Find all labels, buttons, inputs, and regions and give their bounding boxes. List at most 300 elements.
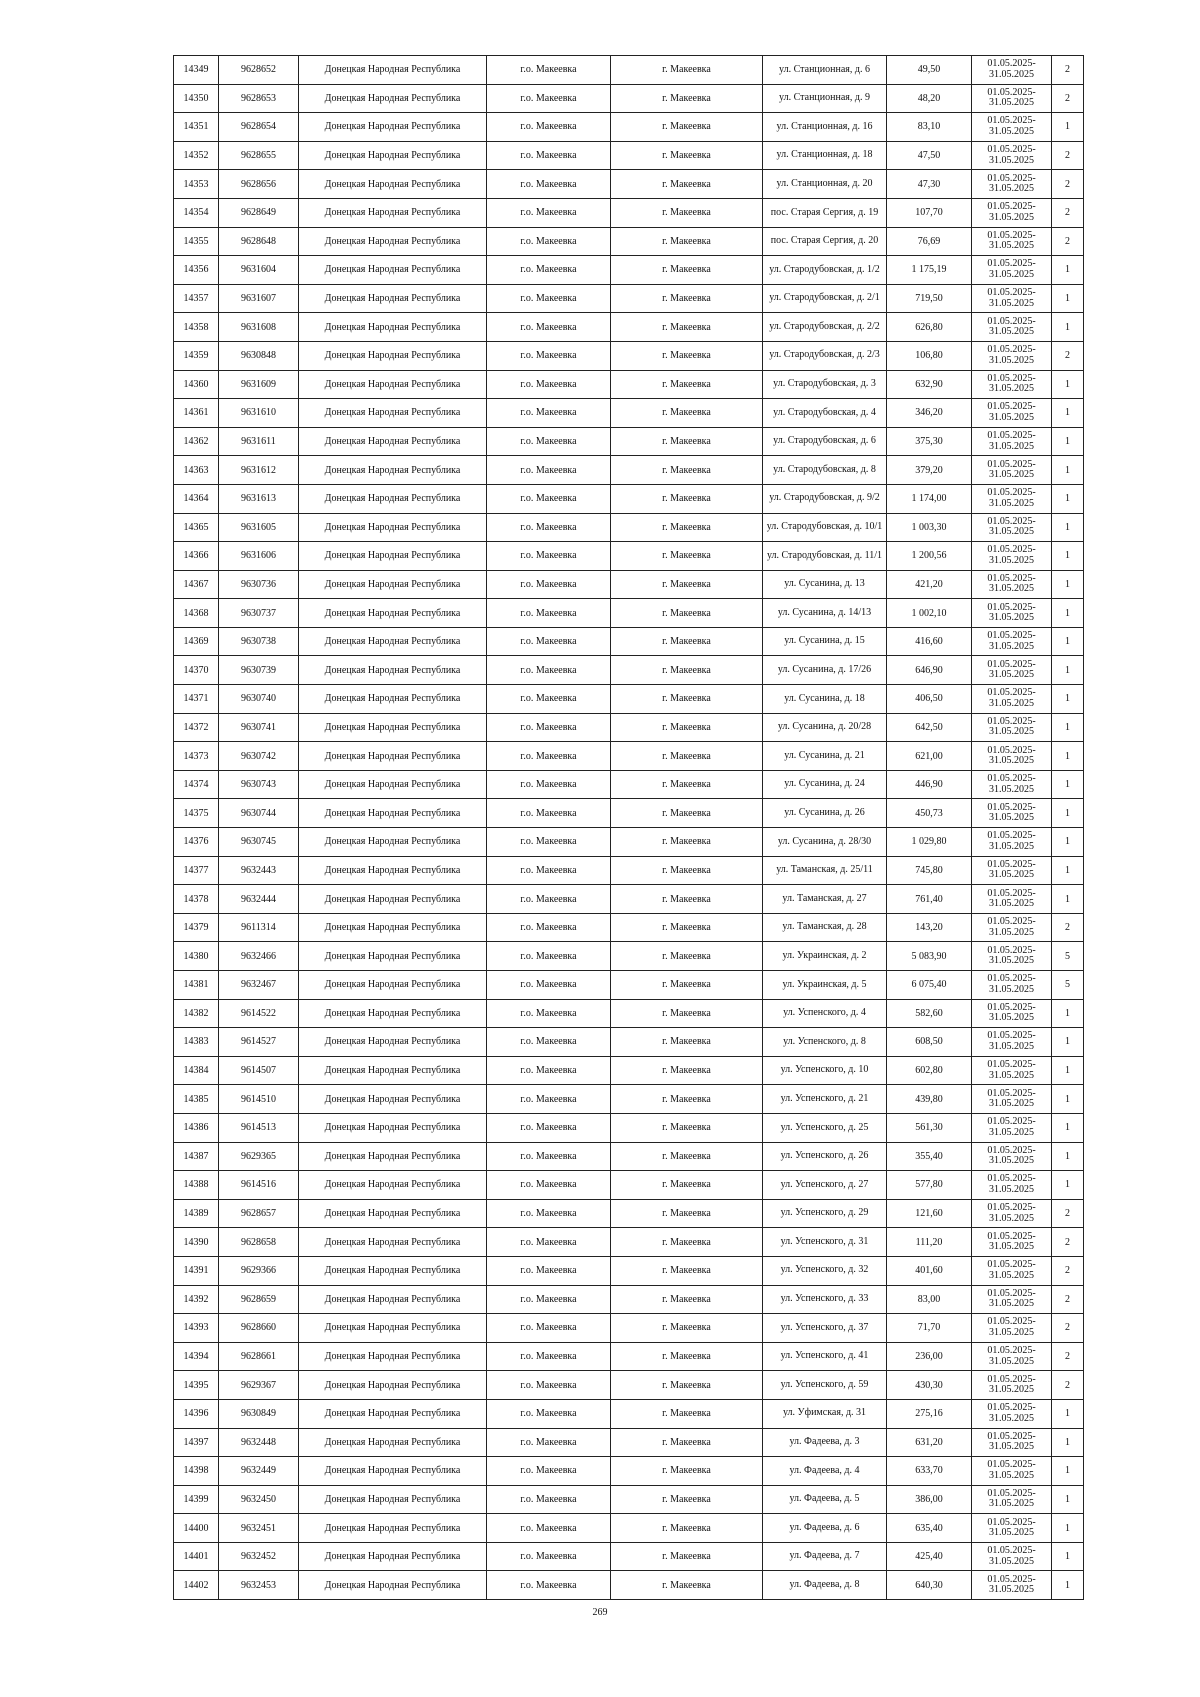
cell-category: 1 bbox=[1052, 399, 1084, 428]
table-row bbox=[174, 856, 1084, 885]
cell-municipality: г.о. Макеевка bbox=[487, 84, 611, 113]
cell-row-number: 14391 bbox=[174, 1256, 219, 1285]
cell-city: г. Макеевка bbox=[611, 542, 763, 571]
cell-address: ул. Сусанина, д. 28/30 bbox=[763, 828, 887, 857]
cell-object-code: 9631609 bbox=[219, 370, 299, 399]
cell-period: 01.05.2025-31.05.2025 bbox=[972, 1542, 1052, 1571]
cell-row-number: 14364 bbox=[174, 484, 219, 513]
cell-period: 01.05.2025-31.05.2025 bbox=[972, 627, 1052, 656]
cell-row-number: 14390 bbox=[174, 1228, 219, 1257]
cell-row-number: 14350 bbox=[174, 84, 219, 113]
cell-area: 421,20 bbox=[887, 570, 972, 599]
cell-region: Донецкая Народная Республика bbox=[299, 1457, 487, 1486]
cell-object-code: 9632450 bbox=[219, 1485, 299, 1514]
cell-municipality: г.о. Макеевка bbox=[487, 399, 611, 428]
cell-object-code: 9628654 bbox=[219, 113, 299, 142]
cell-area: 275,16 bbox=[887, 1399, 972, 1428]
cell-object-code: 9614513 bbox=[219, 1113, 299, 1142]
cell-city: г. Макеевка bbox=[611, 256, 763, 285]
cell-category: 1 bbox=[1052, 513, 1084, 542]
table-row bbox=[174, 913, 1084, 942]
cell-area: 582,60 bbox=[887, 999, 972, 1028]
cell-municipality: г.о. Макеевка bbox=[487, 1056, 611, 1085]
cell-area: 401,60 bbox=[887, 1256, 972, 1285]
cell-region: Донецкая Народная Республика bbox=[299, 627, 487, 656]
cell-municipality: г.о. Макеевка bbox=[487, 999, 611, 1028]
cell-region: Донецкая Народная Республика bbox=[299, 999, 487, 1028]
cell-object-code: 9629367 bbox=[219, 1371, 299, 1400]
cell-period: 01.05.2025-31.05.2025 bbox=[972, 456, 1052, 485]
cell-region: Донецкая Народная Республика bbox=[299, 370, 487, 399]
cell-area: 640,30 bbox=[887, 1571, 972, 1600]
table-row bbox=[174, 484, 1084, 513]
cell-municipality: г.о. Макеевка bbox=[487, 770, 611, 799]
cell-area: 386,00 bbox=[887, 1485, 972, 1514]
cell-municipality: г.о. Макеевка bbox=[487, 1542, 611, 1571]
cell-region: Донецкая Народная Республика bbox=[299, 656, 487, 685]
cell-city: г. Макеевка bbox=[611, 685, 763, 714]
cell-city: г. Макеевка bbox=[611, 1314, 763, 1343]
cell-row-number: 14361 bbox=[174, 399, 219, 428]
cell-address: ул. Сусанина, д. 18 bbox=[763, 685, 887, 714]
table-row bbox=[174, 198, 1084, 227]
cell-object-code: 9630738 bbox=[219, 627, 299, 656]
cell-area: 608,50 bbox=[887, 1028, 972, 1057]
table-row bbox=[174, 427, 1084, 456]
cell-city: г. Макеевка bbox=[611, 227, 763, 256]
cell-region: Донецкая Народная Республика bbox=[299, 942, 487, 971]
cell-address: ул. Станционная, д. 9 bbox=[763, 84, 887, 113]
cell-row-number: 14377 bbox=[174, 856, 219, 885]
cell-municipality: г.о. Макеевка bbox=[487, 1485, 611, 1514]
cell-category: 1 bbox=[1052, 570, 1084, 599]
cell-row-number: 14399 bbox=[174, 1485, 219, 1514]
cell-city: г. Макеевка bbox=[611, 1371, 763, 1400]
cell-category: 1 bbox=[1052, 742, 1084, 771]
cell-region: Донецкая Народная Республика bbox=[299, 742, 487, 771]
cell-address: ул. Успенского, д. 32 bbox=[763, 1256, 887, 1285]
cell-period: 01.05.2025-31.05.2025 bbox=[972, 1256, 1052, 1285]
cell-row-number: 14394 bbox=[174, 1342, 219, 1371]
cell-area: 236,00 bbox=[887, 1342, 972, 1371]
cell-object-code: 9631613 bbox=[219, 484, 299, 513]
cell-area: 49,50 bbox=[887, 56, 972, 85]
cell-city: г. Макеевка bbox=[611, 599, 763, 628]
cell-region: Донецкая Народная Республика bbox=[299, 971, 487, 1000]
cell-region: Донецкая Народная Республика bbox=[299, 856, 487, 885]
cell-row-number: 14371 bbox=[174, 685, 219, 714]
cell-period: 01.05.2025-31.05.2025 bbox=[972, 141, 1052, 170]
cell-area: 646,90 bbox=[887, 656, 972, 685]
cell-city: г. Макеевка bbox=[611, 56, 763, 85]
cell-area: 446,90 bbox=[887, 770, 972, 799]
cell-area: 346,20 bbox=[887, 399, 972, 428]
cell-area: 761,40 bbox=[887, 885, 972, 914]
cell-period: 01.05.2025-31.05.2025 bbox=[972, 1285, 1052, 1314]
table-row bbox=[174, 742, 1084, 771]
cell-address: ул. Стародубовская, д. 9/2 bbox=[763, 484, 887, 513]
cell-area: 621,00 bbox=[887, 742, 972, 771]
cell-category: 1 bbox=[1052, 1428, 1084, 1457]
cell-region: Донецкая Народная Республика bbox=[299, 570, 487, 599]
cell-city: г. Макеевка bbox=[611, 1457, 763, 1486]
cell-object-code: 9630742 bbox=[219, 742, 299, 771]
cell-period: 01.05.2025-31.05.2025 bbox=[972, 971, 1052, 1000]
cell-area: 416,60 bbox=[887, 627, 972, 656]
cell-region: Донецкая Народная Республика bbox=[299, 713, 487, 742]
cell-municipality: г.о. Макеевка bbox=[487, 856, 611, 885]
cell-object-code: 9630740 bbox=[219, 685, 299, 714]
cell-address: ул. Станционная, д. 6 bbox=[763, 56, 887, 85]
cell-period: 01.05.2025-31.05.2025 bbox=[972, 1342, 1052, 1371]
cell-area: 143,20 bbox=[887, 913, 972, 942]
cell-address: ул. Стародубовская, д. 11/1 bbox=[763, 542, 887, 571]
cell-city: г. Макеевка bbox=[611, 1142, 763, 1171]
cell-period: 01.05.2025-31.05.2025 bbox=[972, 885, 1052, 914]
cell-city: г. Макеевка bbox=[611, 1542, 763, 1571]
cell-city: г. Макеевка bbox=[611, 284, 763, 313]
cell-region: Донецкая Народная Республика bbox=[299, 56, 487, 85]
cell-region: Донецкая Народная Республика bbox=[299, 1199, 487, 1228]
cell-region: Донецкая Народная Республика bbox=[299, 1256, 487, 1285]
cell-row-number: 14400 bbox=[174, 1514, 219, 1543]
cell-region: Донецкая Народная Республика bbox=[299, 1171, 487, 1200]
cell-city: г. Макеевка bbox=[611, 1228, 763, 1257]
table-row bbox=[174, 284, 1084, 313]
table-row bbox=[174, 599, 1084, 628]
cell-object-code: 9630737 bbox=[219, 599, 299, 628]
cell-city: г. Макеевка bbox=[611, 656, 763, 685]
cell-area: 1 002,10 bbox=[887, 599, 972, 628]
cell-row-number: 14374 bbox=[174, 770, 219, 799]
cell-city: г. Макеевка bbox=[611, 1428, 763, 1457]
cell-category: 1 bbox=[1052, 1085, 1084, 1114]
cell-area: 602,80 bbox=[887, 1056, 972, 1085]
cell-row-number: 14378 bbox=[174, 885, 219, 914]
cell-address: ул. Станционная, д. 16 bbox=[763, 113, 887, 142]
cell-row-number: 14376 bbox=[174, 828, 219, 857]
cell-city: г. Макеевка bbox=[611, 370, 763, 399]
cell-region: Донецкая Народная Республика bbox=[299, 1342, 487, 1371]
table-row bbox=[174, 1085, 1084, 1114]
cell-region: Донецкая Народная Республика bbox=[299, 1542, 487, 1571]
cell-address: ул. Украинская, д. 5 bbox=[763, 971, 887, 1000]
cell-area: 1 029,80 bbox=[887, 828, 972, 857]
table-row bbox=[174, 1371, 1084, 1400]
cell-area: 76,69 bbox=[887, 227, 972, 256]
cell-region: Донецкая Народная Республика bbox=[299, 599, 487, 628]
cell-object-code: 9614510 bbox=[219, 1085, 299, 1114]
cell-city: г. Макеевка bbox=[611, 1028, 763, 1057]
cell-area: 111,20 bbox=[887, 1228, 972, 1257]
page-number: 269 bbox=[592, 1607, 608, 1618]
cell-area: 1 174,00 bbox=[887, 484, 972, 513]
cell-area: 632,90 bbox=[887, 370, 972, 399]
cell-address: ул. Сусанина, д. 20/28 bbox=[763, 713, 887, 742]
cell-area: 83,00 bbox=[887, 1285, 972, 1314]
cell-row-number: 14389 bbox=[174, 1199, 219, 1228]
cell-municipality: г.о. Макеевка bbox=[487, 370, 611, 399]
cell-region: Донецкая Народная Республика bbox=[299, 198, 487, 227]
cell-area: 107,70 bbox=[887, 198, 972, 227]
cell-city: г. Макеевка bbox=[611, 742, 763, 771]
cell-region: Донецкая Народная Республика bbox=[299, 799, 487, 828]
cell-region: Донецкая Народная Республика bbox=[299, 1514, 487, 1543]
cell-address: ул. Украинская, д. 2 bbox=[763, 942, 887, 971]
cell-region: Донецкая Народная Республика bbox=[299, 284, 487, 313]
cell-row-number: 14393 bbox=[174, 1314, 219, 1343]
cell-area: 71,70 bbox=[887, 1314, 972, 1343]
table-row bbox=[174, 627, 1084, 656]
cell-object-code: 9614522 bbox=[219, 999, 299, 1028]
cell-row-number: 14352 bbox=[174, 141, 219, 170]
cell-period: 01.05.2025-31.05.2025 bbox=[972, 513, 1052, 542]
cell-address: ул. Успенского, д. 21 bbox=[763, 1085, 887, 1114]
cell-period: 01.05.2025-31.05.2025 bbox=[972, 170, 1052, 199]
cell-city: г. Макеевка bbox=[611, 770, 763, 799]
cell-municipality: г.о. Макеевка bbox=[487, 1571, 611, 1600]
cell-region: Донецкая Народная Республика bbox=[299, 542, 487, 571]
cell-address: ул. Стародубовская, д. 6 bbox=[763, 427, 887, 456]
cell-category: 1 bbox=[1052, 1056, 1084, 1085]
cell-address: ул. Сусанина, д. 21 bbox=[763, 742, 887, 771]
cell-period: 01.05.2025-31.05.2025 bbox=[972, 1314, 1052, 1343]
cell-city: г. Макеевка bbox=[611, 856, 763, 885]
cell-period: 01.05.2025-31.05.2025 bbox=[972, 284, 1052, 313]
cell-object-code: 9630741 bbox=[219, 713, 299, 742]
cell-municipality: г.о. Макеевка bbox=[487, 1371, 611, 1400]
cell-object-code: 9614507 bbox=[219, 1056, 299, 1085]
cell-category: 1 bbox=[1052, 828, 1084, 857]
cell-category: 1 bbox=[1052, 284, 1084, 313]
cell-category: 1 bbox=[1052, 856, 1084, 885]
table-row bbox=[174, 1314, 1084, 1343]
cell-object-code: 9632467 bbox=[219, 971, 299, 1000]
cell-municipality: г.о. Макеевка bbox=[487, 971, 611, 1000]
cell-region: Донецкая Народная Республика bbox=[299, 1285, 487, 1314]
cell-row-number: 14360 bbox=[174, 370, 219, 399]
cell-area: 48,20 bbox=[887, 84, 972, 113]
cell-object-code: 9628655 bbox=[219, 141, 299, 170]
cell-area: 439,80 bbox=[887, 1085, 972, 1114]
cell-region: Донецкая Народная Республика bbox=[299, 1142, 487, 1171]
cell-address: ул. Фадеева, д. 7 bbox=[763, 1542, 887, 1571]
table-row bbox=[174, 370, 1084, 399]
cell-category: 1 bbox=[1052, 484, 1084, 513]
cell-category: 2 bbox=[1052, 913, 1084, 942]
cell-area: 642,50 bbox=[887, 713, 972, 742]
cell-address: ул. Станционная, д. 18 bbox=[763, 141, 887, 170]
cell-area: 5 083,90 bbox=[887, 942, 972, 971]
cell-period: 01.05.2025-31.05.2025 bbox=[972, 256, 1052, 285]
cell-category: 1 bbox=[1052, 770, 1084, 799]
cell-object-code: 9628659 bbox=[219, 1285, 299, 1314]
table-row bbox=[174, 713, 1084, 742]
cell-municipality: г.о. Макеевка bbox=[487, 484, 611, 513]
cell-period: 01.05.2025-31.05.2025 bbox=[972, 542, 1052, 571]
cell-city: г. Макеевка bbox=[611, 484, 763, 513]
cell-row-number: 14357 bbox=[174, 284, 219, 313]
cell-period: 01.05.2025-31.05.2025 bbox=[972, 370, 1052, 399]
cell-category: 2 bbox=[1052, 227, 1084, 256]
cell-category: 1 bbox=[1052, 885, 1084, 914]
table-row bbox=[174, 513, 1084, 542]
cell-address: ул. Таманская, д. 27 bbox=[763, 885, 887, 914]
cell-region: Донецкая Народная Республика bbox=[299, 341, 487, 370]
cell-address: ул. Сусанина, д. 17/26 bbox=[763, 656, 887, 685]
cell-municipality: г.о. Макеевка bbox=[487, 141, 611, 170]
cell-row-number: 14367 bbox=[174, 570, 219, 599]
cell-period: 01.05.2025-31.05.2025 bbox=[972, 713, 1052, 742]
cell-period: 01.05.2025-31.05.2025 bbox=[972, 1199, 1052, 1228]
table-row bbox=[174, 971, 1084, 1000]
cell-municipality: г.о. Макеевка bbox=[487, 513, 611, 542]
cell-city: г. Макеевка bbox=[611, 1085, 763, 1114]
cell-period: 01.05.2025-31.05.2025 bbox=[972, 1571, 1052, 1600]
cell-region: Донецкая Народная Республика bbox=[299, 1371, 487, 1400]
cell-category: 5 bbox=[1052, 971, 1084, 1000]
cell-area: 47,30 bbox=[887, 170, 972, 199]
cell-row-number: 14375 bbox=[174, 799, 219, 828]
cell-category: 2 bbox=[1052, 56, 1084, 85]
cell-address: ул. Сусанина, д. 24 bbox=[763, 770, 887, 799]
cell-category: 2 bbox=[1052, 170, 1084, 199]
cell-period: 01.05.2025-31.05.2025 bbox=[972, 399, 1052, 428]
table-row bbox=[174, 113, 1084, 142]
cell-city: г. Макеевка bbox=[611, 971, 763, 1000]
cell-address: ул. Стародубовская, д. 1/2 bbox=[763, 256, 887, 285]
table-body bbox=[174, 56, 1084, 1600]
cell-area: 430,30 bbox=[887, 1371, 972, 1400]
cell-row-number: 14365 bbox=[174, 513, 219, 542]
cell-object-code: 9632451 bbox=[219, 1514, 299, 1543]
cell-object-code: 9632452 bbox=[219, 1542, 299, 1571]
cell-row-number: 14395 bbox=[174, 1371, 219, 1400]
cell-category: 1 bbox=[1052, 1113, 1084, 1142]
cell-address: ул. Станционная, д. 20 bbox=[763, 170, 887, 199]
cell-object-code: 9631605 bbox=[219, 513, 299, 542]
cell-row-number: 14379 bbox=[174, 913, 219, 942]
cell-category: 2 bbox=[1052, 1199, 1084, 1228]
cell-object-code: 9630739 bbox=[219, 656, 299, 685]
table-row bbox=[174, 685, 1084, 714]
table-row bbox=[174, 399, 1084, 428]
cell-area: 450,73 bbox=[887, 799, 972, 828]
cell-city: г. Макеевка bbox=[611, 313, 763, 342]
cell-category: 1 bbox=[1052, 113, 1084, 142]
cell-address: ул. Успенского, д. 33 bbox=[763, 1285, 887, 1314]
cell-row-number: 14366 bbox=[174, 542, 219, 571]
cell-object-code: 9631608 bbox=[219, 313, 299, 342]
cell-object-code: 9630743 bbox=[219, 770, 299, 799]
cell-object-code: 9628652 bbox=[219, 56, 299, 85]
cell-area: 406,50 bbox=[887, 685, 972, 714]
cell-area: 577,80 bbox=[887, 1171, 972, 1200]
cell-municipality: г.о. Макеевка bbox=[487, 170, 611, 199]
table-row bbox=[174, 799, 1084, 828]
cell-row-number: 14349 bbox=[174, 56, 219, 85]
cell-city: г. Макеевка bbox=[611, 799, 763, 828]
cell-period: 01.05.2025-31.05.2025 bbox=[972, 427, 1052, 456]
cell-city: г. Макеевка bbox=[611, 713, 763, 742]
cell-address: ул. Успенского, д. 25 bbox=[763, 1113, 887, 1142]
cell-region: Донецкая Народная Республика bbox=[299, 227, 487, 256]
cell-object-code: 9614527 bbox=[219, 1028, 299, 1057]
cell-category: 1 bbox=[1052, 1028, 1084, 1057]
cell-category: 2 bbox=[1052, 1314, 1084, 1343]
cell-period: 01.05.2025-31.05.2025 bbox=[972, 999, 1052, 1028]
cell-period: 01.05.2025-31.05.2025 bbox=[972, 1028, 1052, 1057]
cell-row-number: 14358 bbox=[174, 313, 219, 342]
table-row bbox=[174, 1485, 1084, 1514]
cell-period: 01.05.2025-31.05.2025 bbox=[972, 1428, 1052, 1457]
cell-row-number: 14359 bbox=[174, 341, 219, 370]
cell-municipality: г.о. Макеевка bbox=[487, 1256, 611, 1285]
cell-municipality: г.о. Макеевка bbox=[487, 227, 611, 256]
cell-row-number: 14381 bbox=[174, 971, 219, 1000]
cell-period: 01.05.2025-31.05.2025 bbox=[972, 685, 1052, 714]
table-row bbox=[174, 1399, 1084, 1428]
cell-region: Донецкая Народная Республика bbox=[299, 913, 487, 942]
table-row bbox=[174, 1542, 1084, 1571]
data-table bbox=[173, 55, 1084, 1600]
cell-category: 1 bbox=[1052, 256, 1084, 285]
cell-row-number: 14385 bbox=[174, 1085, 219, 1114]
cell-city: г. Макеевка bbox=[611, 627, 763, 656]
cell-row-number: 14356 bbox=[174, 256, 219, 285]
cell-object-code: 9631612 bbox=[219, 456, 299, 485]
cell-period: 01.05.2025-31.05.2025 bbox=[972, 913, 1052, 942]
cell-city: г. Макеевка bbox=[611, 1514, 763, 1543]
cell-municipality: г.о. Макеевка bbox=[487, 685, 611, 714]
cell-category: 1 bbox=[1052, 1142, 1084, 1171]
cell-municipality: г.о. Макеевка bbox=[487, 1285, 611, 1314]
cell-period: 01.05.2025-31.05.2025 bbox=[972, 1056, 1052, 1085]
table-row bbox=[174, 1571, 1084, 1600]
cell-city: г. Макеевка bbox=[611, 513, 763, 542]
cell-city: г. Макеевка bbox=[611, 1113, 763, 1142]
cell-municipality: г.о. Макеевка bbox=[487, 456, 611, 485]
cell-region: Донецкая Народная Республика bbox=[299, 113, 487, 142]
cell-period: 01.05.2025-31.05.2025 bbox=[972, 56, 1052, 85]
cell-area: 47,50 bbox=[887, 141, 972, 170]
table-row bbox=[174, 570, 1084, 599]
cell-period: 01.05.2025-31.05.2025 bbox=[972, 1171, 1052, 1200]
cell-row-number: 14397 bbox=[174, 1428, 219, 1457]
cell-area: 1 003,30 bbox=[887, 513, 972, 542]
cell-area: 626,80 bbox=[887, 313, 972, 342]
cell-address: ул. Стародубовская, д. 8 bbox=[763, 456, 887, 485]
cell-region: Донецкая Народная Республика bbox=[299, 170, 487, 199]
cell-row-number: 14354 bbox=[174, 198, 219, 227]
cell-address: ул. Стародубовская, д. 10/1 bbox=[763, 513, 887, 542]
cell-city: г. Макеевка bbox=[611, 113, 763, 142]
cell-category: 1 bbox=[1052, 999, 1084, 1028]
cell-municipality: г.о. Макеевка bbox=[487, 1399, 611, 1428]
cell-region: Донецкая Народная Республика bbox=[299, 256, 487, 285]
cell-area: 375,30 bbox=[887, 427, 972, 456]
cell-category: 1 bbox=[1052, 370, 1084, 399]
cell-row-number: 14353 bbox=[174, 170, 219, 199]
cell-category: 1 bbox=[1052, 627, 1084, 656]
cell-region: Донецкая Народная Республика bbox=[299, 1228, 487, 1257]
cell-period: 01.05.2025-31.05.2025 bbox=[972, 570, 1052, 599]
cell-object-code: 9628649 bbox=[219, 198, 299, 227]
cell-period: 01.05.2025-31.05.2025 bbox=[972, 742, 1052, 771]
cell-period: 01.05.2025-31.05.2025 bbox=[972, 1399, 1052, 1428]
cell-municipality: г.о. Макеевка bbox=[487, 256, 611, 285]
cell-municipality: г.о. Макеевка bbox=[487, 942, 611, 971]
